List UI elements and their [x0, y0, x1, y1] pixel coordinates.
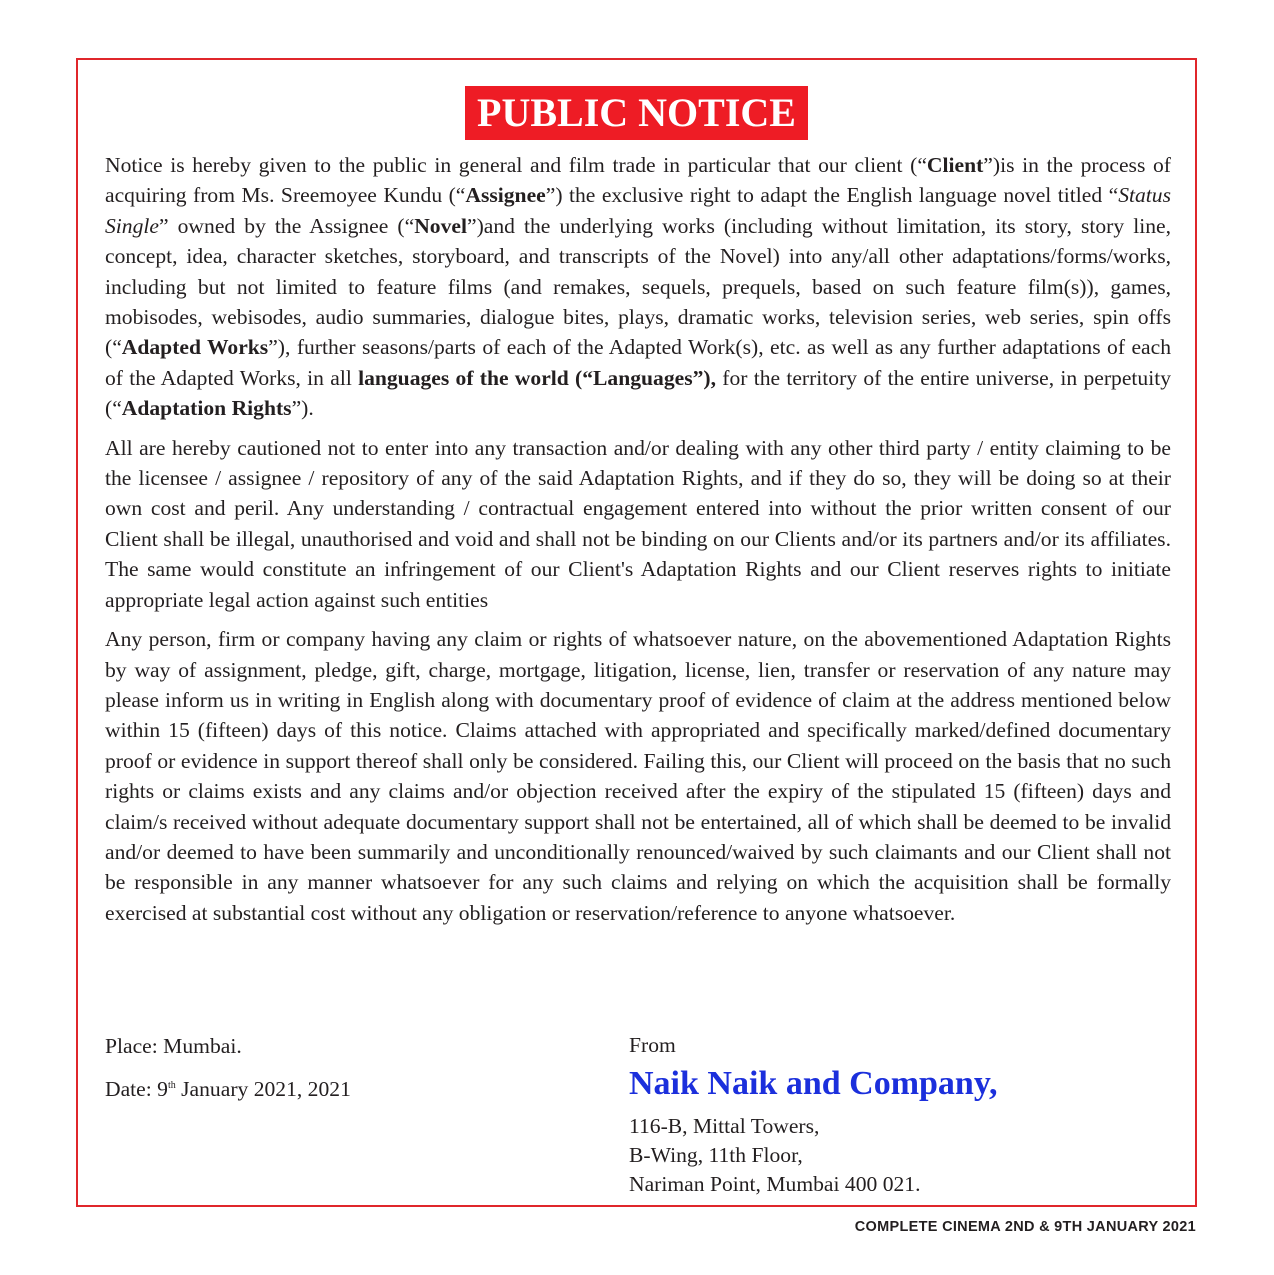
notice-body — [105, 150, 1171, 937]
publication-credit: COMPLETE CINEMA 2ND & 9TH JANUARY 2021 — [854, 1219, 1196, 1235]
address-line-2: B-Wing, 11th Floor, — [629, 1143, 803, 1167]
p1-text-4: ” owned by the Assignee (“ — [158, 213, 415, 238]
notice-title: PUBLIC NOTICE — [465, 86, 808, 140]
place-line: Place: Mumbai. — [105, 1034, 242, 1058]
firm-name-line — [629, 1062, 997, 1106]
p1-text-3: ”) the exclusive right to adapt the English language novel titled “ — [545, 183, 1119, 208]
address-line-1: 116-B, Mittal Towers, — [629, 1114, 820, 1138]
date-suffix: January 2021, 2021 — [175, 1077, 351, 1102]
address-line-3: Nariman Point, Mumbai 400 021. — [629, 1172, 921, 1196]
p1-text-6: ”), further seasons/parts of each of the Adapted Work(s), etc. as well as any further adaptations of each of the Adapted Works, in all — [105, 335, 1171, 390]
p1-bold-assignee: Assignee — [465, 183, 546, 208]
p1-bold-adaptation-rights: Adaptation Rights — [121, 396, 292, 421]
p1-bold-adapted-works: Adapted Works — [121, 335, 269, 360]
paragraph-2: All are hereby cautioned not to enter into any transaction and/or dealing with any other third party / entity claiming to be the licensee / assignee / repository of any of the said Adaptation Rights, and if they do so, they will be doing so at their own cost and peril. Any understanding / contractual engagement entered into without the prior written consent of our Client shall be illegal, unauthorised and void and shall not be binding on our Clients and/or its partners and/or its affiliates. The same would constitute an infringement of our Client's Adaptation Rights and our Client reserves rights to initiate appropriate legal action against such entities — [105, 435, 1171, 612]
sender-block — [629, 1031, 997, 1199]
paragraph-3: Any person, firm or company having any claim or rights of whatsoever nature, on the abovementioned Adaptation Rights by way of assignment, pledge, gift, charge, mortgage, litigation, license, lien, transfer or reservation of any nature may please inform us in writing in English along with documentary proof of evidence of claim at the address mentioned below within 15 (fifteen) days of this notice. Claims attached with appropriated and specifically marked/defined documentary proof or evidence in support thereof shall only be considered. Failing this, our Client will proceed on the basis that no such rights or claims exists and any claims and/or objection received after the expiry of the stipulated 15 (fifteen) days and claim/s received without adequate documentary support shall not be entertained, all of which shall be deemed to be invalid and/or deemed to have been summarily and unconditionally renounced/waived by such claimants and our Client shall not be responsible in any manner whatsoever for any such claims and relying on which the acquisition shall be formally exercised at substantial cost without any obligation or reservation/reference to anyone whatsoever. — [105, 627, 1171, 925]
p1-text-5: ”)and the underlying works (including without limitation, its story, story line, concept, idea, character sketches, storyboard, and transcripts of the Novel) into any/all other adaptations/forms/works, including but not limited to feature films (and remakes, sequels, prequels, based on such feature film(s)), games, mobisodes, webisodes, audio summaries, dialogue bites, plays, dramatic works, television series, web series, spin offs (“ — [105, 213, 1171, 360]
p1-bold-client: Client — [926, 153, 984, 177]
p1-text-1: Notice is hereby given to the public in general and film trade in particular that our client (“ — [105, 153, 927, 177]
paragraph-1 — [105, 150, 1171, 424]
p1-italic-novel-title: Status Single — [105, 183, 1171, 238]
place-date-block — [105, 1031, 351, 1104]
date-line — [105, 1071, 351, 1104]
p1-text-8: ”). — [291, 396, 314, 421]
firm-name: Naik Naik and Company — [629, 1065, 989, 1102]
date-prefix: Date: 9 — [105, 1077, 168, 1102]
date-superscript: th — [167, 1080, 176, 1091]
p1-bold-novel: Novel — [414, 213, 467, 238]
p1-text-2: ”)is in the process of acquiring from Ms. Sreemoyee Kundu (“ — [105, 153, 1171, 208]
notice-frame — [76, 58, 1197, 1207]
firm-comma: , — [988, 1065, 998, 1102]
p1-text-7: for the territory of the entire universe, in perpetuity (“ — [105, 365, 1172, 421]
p1-bold-languages: languages of the world (“Languages”), — [358, 365, 717, 390]
from-label: From — [629, 1033, 676, 1057]
title-container — [78, 86, 1195, 140]
